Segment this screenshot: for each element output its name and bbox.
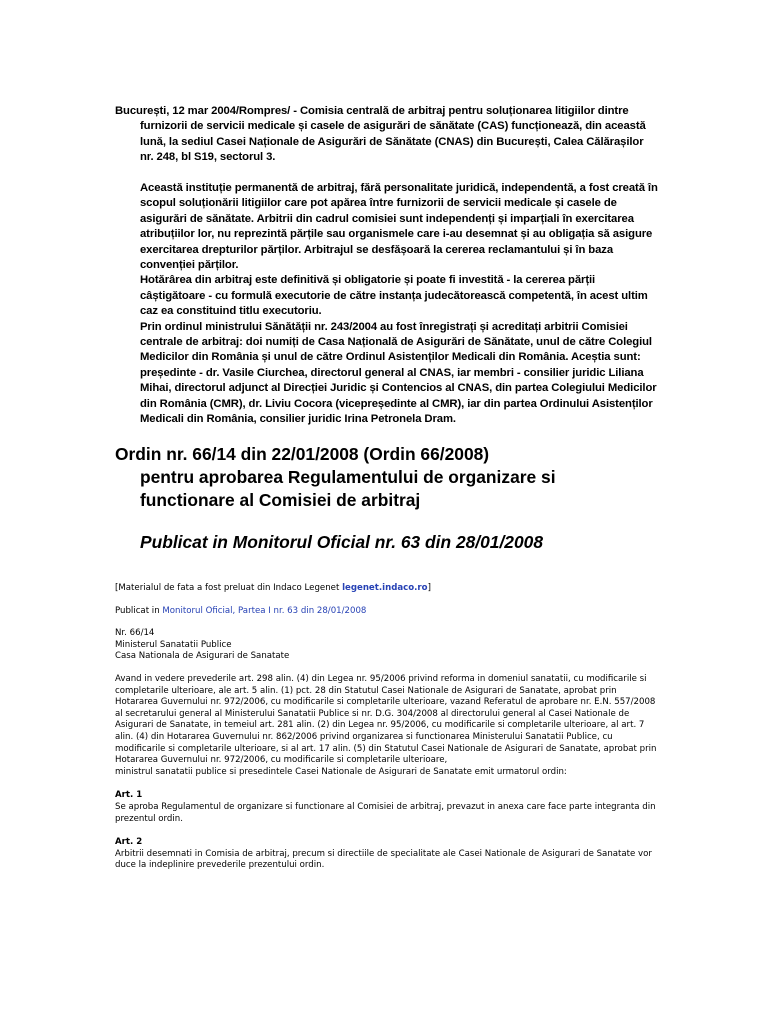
published-prefix: Publicat in [115,605,163,616]
article-2-text: Arbitrii desemnati in Comisia de arbitraj, precum si directiile de specialitate ale Casei Nationale de Asigurari de Sanatate vor duce la indeplinire prevederile prezentului ordin. [115,848,652,871]
news-article [115,104,660,428]
preamble-paragraph: Avand in vedere prevederile art. 298 alin. (4) din Legea nr. 95/2006 privind reforma in domeniul sanatatii, cu modificarile si completarile ulterioare, ale art. 5 alin. (1) pct. 28 din Statutul Casei Nationale de Asigurari de Sanatate, aprobat prin Hotararea Guvernului nr. 972/2006, cu modificarile si completarile ulterioare, vazand Referatul de aprobare nr. E.N. 557/2008 al secretarului general al Ministerului Sanatatii Publice si nr. D.G. 304/2008 al directorului general al Casei Nationale de Asigurari de Sanatate, in temeiul art. 281 alin. (2) din Legea nr. 95/2006, cu modificarile si completarile ulterioare, al art. 7 alin. (4) din Hotararea Guvernului nr. 862/2006 privind organizarea si functionarea Ministerului Sanatatii Publice, cu modificarile si completarile ulterioare, si al art. 17 alin. (5) din Statutul Casei Nationale de Asigurari de Sanatate, aprobat prin Hotararea Guvernului nr. 972/2006, cu modificarile si completarile ulterioare, [115,673,657,766]
article-2-heading: Art. 2 [115,837,143,848]
news-paragraph-location: București, 12 mar 2004/Rompres/ - Comisia centrală de arbitraj pentru soluționarea litigiilor dintre furnizorii de servicii medicale și casele de asigurări de sănătate (CAS) funcționează, din această lună, la sediul Casei Naționale de Asigurări de Sănătate (CNAS) din București, Calea Călărașilor nr. 248, bl S19, sectorul 3. [115,105,646,164]
source-prefix: [Materialul de fata a fost preluat din Indaco Legenet [115,583,343,593]
order-title: Ordin nr. 66/14 din 22/01/2008 (Ordin 66/2008) [115,444,490,464]
legenet-link[interactable]: legenet.indaco.ro [342,583,428,593]
article-1-heading: Art. 1 [115,790,143,801]
order-body [115,583,660,872]
news-paragraph-decision: Hotărârea din arbitraj este definitivă și obligatorie și poate fi investită - la cererea părții câștigătoare - cu formulă executorie de către instanța judecătorească competentă, în acest ultim caz ea constituind titlu executoriu. [140,274,648,318]
order-subtitle-line1: pentru aprobarea Regulamentului de organizare si [140,467,556,487]
order-title-block [115,443,675,552]
ministry-name: Ministerul Sanatatii Publice [115,639,232,650]
source-suffix: ] [427,583,431,593]
issuers-paragraph: ministrul sanatatii publice si presedintele Casei Nationale de Asigurari de Sanatate emit urmatorul ordin: [115,766,567,777]
order-number: Nr. 66/14 [115,628,155,639]
news-paragraph-arbitrators: Prin ordinul ministrului Sănătății nr. 243/2004 au fost înregistrați și acreditați arbitrii Comisiei centrale de arbitraj: doi numiți de Casa Națională de Asigurări de Sănătate, unul de către Colegiul Medicilor din România și unul de către Ordinul Asistenților Medicali din România. Aceștia sunt: președinte - dr. Vasile Ciurchea, directorul general al CNAS, iar membri - consilier juridic Liliana Mihai, directorul adjunct al Direcției Juridic și Contencios al CNAS, din partea Colegiului Medicilor din România (CMR), dr. Liviu Cocora (vicepreședinte al CMR), iar din partea Ordinului Asistenților Medicali din România, consilier juridic Irina Petronela Dram. [140,320,657,426]
article-1-text: Se aproba Regulamentul de organizare si functionare al Comisiei de arbitraj, prevazut in anexa care face parte integranta din prezentul ordin. [115,801,656,824]
monitorul-oficial-link[interactable]: Monitorul Oficial, Partea I nr. 63 din 28/01/2008 [162,605,367,616]
published-note [115,606,660,618]
news-paragraph-institution: Această instituție permanentă de arbitraj, fără personalitate juridică, independentă, a fost creată în scopul soluționării litigiilor care pot apărea între furnizorii de servicii medicale și casele de asigurări de sănătate. Arbitrii din cadrul comisiei sunt independenți și imparțiali în exercitarea atribuțiilor lor, nu reprezintă părțile sau organismele care i-au desemnat și au obligația să asigure exercitarea drepturilor părților. Arbitrajul se desfășoară la cererea reclamantului și în baza convenției părților. [140,182,658,272]
source-note [115,583,660,595]
order-subtitle-line2: functionare al Comisiei de arbitraj [140,490,421,510]
paragraph-gap [115,166,660,181]
publication-heading: Publicat in Monitorul Oficial nr. 63 din 28/01/2008 [140,532,543,552]
casa-name: Casa Nationala de Asigurari de Sanatate [115,651,290,662]
